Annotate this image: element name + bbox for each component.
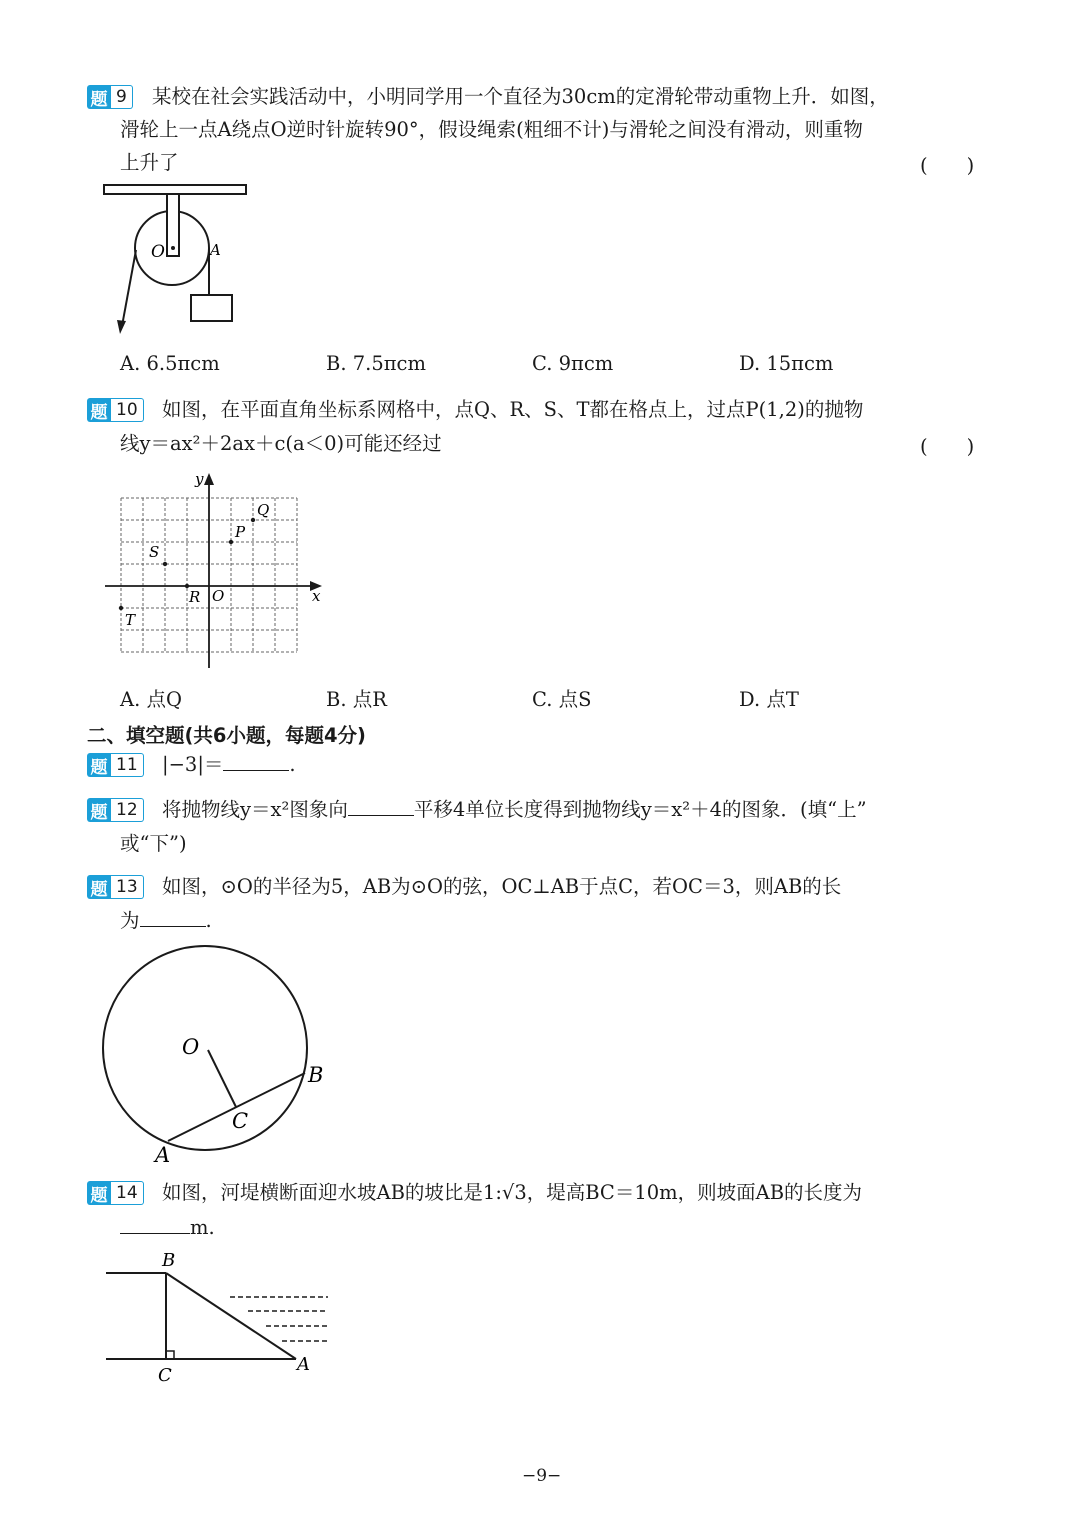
q12-text-line1 <box>162 797 867 823</box>
question-tag-9 <box>87 85 133 109</box>
q12-text-after: 平移4单位长度得到抛物线y＝x²＋4的图象．(填“上” <box>413 798 867 821</box>
label-B: B <box>308 1063 324 1087</box>
question-number: 14 <box>111 1181 144 1205</box>
embankment-figure <box>100 1245 340 1385</box>
point-S <box>163 562 167 566</box>
q14-text-after: m. <box>190 1216 215 1239</box>
q14-text-line1: 如图，河堤横断面迎水坡AB的坡比是1:√3，堤高BC＝10m，则坡面AB的长度为 <box>162 1181 863 1204</box>
q11-text-before: |−3|＝ <box>162 753 224 776</box>
label-B: B <box>162 1250 176 1271</box>
ceiling-bar <box>104 185 246 194</box>
label-C: C <box>232 1109 249 1133</box>
label-O: O <box>182 1035 200 1059</box>
tag-label: 题 <box>87 85 111 109</box>
q14-answer-blank[interactable] <box>120 1215 190 1234</box>
q9-option-a[interactable]: A. 6.5πcm <box>120 352 220 375</box>
q10-answer-paren: ( ) <box>920 435 975 458</box>
question-tag-11 <box>87 753 144 777</box>
q12-text-line2: 或“下”) <box>120 832 187 855</box>
label-A: A <box>155 1143 171 1167</box>
q12-text-before: 将抛物线y＝x²图象向 <box>162 798 348 821</box>
q12-answer-blank[interactable] <box>348 797 414 816</box>
coordinate-grid-figure <box>100 468 330 673</box>
center-dot <box>171 246 175 250</box>
question-number: 13 <box>111 875 144 899</box>
question-tag-12 <box>87 798 144 822</box>
circle-O <box>103 946 307 1150</box>
slope-AB <box>166 1273 296 1359</box>
question-number: 12 <box>111 798 144 822</box>
q11-text <box>162 752 296 778</box>
rope-arrow-icon <box>117 320 126 334</box>
q9-text-line1: 某校在社会实践活动中，小明同学用一个直径为30cm的定滑轮带动重物上升．如图， <box>152 85 889 108</box>
pulley-figure <box>100 178 260 338</box>
q10-text-line1: 如图，在平面直角坐标系网格中，点Q、R、S、T都在格点上，过点P(1,2)的抛物 <box>162 398 864 421</box>
point-T <box>119 606 123 610</box>
tag-label: 题 <box>87 1181 111 1205</box>
question-tag-10 <box>87 398 144 422</box>
q11-text-after: . <box>289 753 296 776</box>
tag-label: 题 <box>87 753 111 777</box>
q13-answer-blank[interactable] <box>140 908 206 927</box>
section-heading: 二、填空题(共6小题，每题4分) <box>87 724 366 747</box>
q10-option-b[interactable]: B. 点R <box>326 688 387 711</box>
q13-text-after: . <box>205 909 212 932</box>
q13-text-line2 <box>120 908 212 934</box>
q9-option-d[interactable]: D. 15πcm <box>739 352 834 375</box>
circle-chord-figure <box>100 940 340 1168</box>
question-number: 9 <box>111 85 133 109</box>
segment-OC <box>208 1050 236 1107</box>
water-lines <box>230 1297 328 1341</box>
q10-option-c[interactable]: C. 点S <box>532 688 592 711</box>
question-number: 10 <box>111 398 144 422</box>
label-x: x <box>312 587 321 605</box>
rope-left <box>122 250 136 326</box>
q9-text-line3: 上升了 <box>120 151 179 174</box>
label-A: A <box>297 1354 310 1375</box>
q10-option-a[interactable]: A. 点Q <box>120 688 182 711</box>
label-y: y <box>195 470 204 488</box>
point-P <box>229 540 233 544</box>
label-T: T <box>125 611 136 629</box>
q10-option-d[interactable]: D. 点T <box>739 688 799 711</box>
q13-text-before: 为 <box>120 909 140 932</box>
q14-text-line2 <box>120 1215 215 1241</box>
page-number: −9− <box>522 1466 562 1486</box>
y-axis-arrow-icon <box>204 473 214 485</box>
question-tag-13 <box>87 875 144 899</box>
label-R: R <box>189 588 201 606</box>
q9-option-c[interactable]: C. 9πcm <box>532 352 614 375</box>
label-A: A <box>210 241 221 259</box>
weight-box <box>191 295 232 321</box>
tag-label: 题 <box>87 875 111 899</box>
label-O: O <box>212 587 225 605</box>
label-Q: Q <box>257 501 270 519</box>
label-S: S <box>149 543 160 561</box>
label-C: C <box>158 1365 172 1385</box>
q9-answer-paren: ( ) <box>920 154 975 177</box>
right-angle-mark <box>166 1351 174 1359</box>
q13-text-line1: 如图，⊙O的半径为5，AB为⊙O的弦，OC⊥AB于点C，若OC＝3，则AB的长 <box>162 875 842 898</box>
tag-label: 题 <box>87 398 111 422</box>
label-P: P <box>235 523 246 541</box>
question-tag-14 <box>87 1181 144 1205</box>
tag-label: 题 <box>87 798 111 822</box>
point-Q <box>251 518 255 522</box>
label-O: O <box>151 242 165 262</box>
q9-option-b[interactable]: B. 7.5πcm <box>326 352 426 375</box>
question-number: 11 <box>111 753 144 777</box>
q11-answer-blank[interactable] <box>223 752 289 771</box>
q10-text-line2: 线y＝ax²＋2ax＋c(a＜0)可能还经过 <box>120 432 442 455</box>
q9-text-line2: 滑轮上一点A绕点O逆时针旋转90°，假设绳索(粗细不计)与滑轮之间没有滑动，则重物 <box>120 118 863 141</box>
